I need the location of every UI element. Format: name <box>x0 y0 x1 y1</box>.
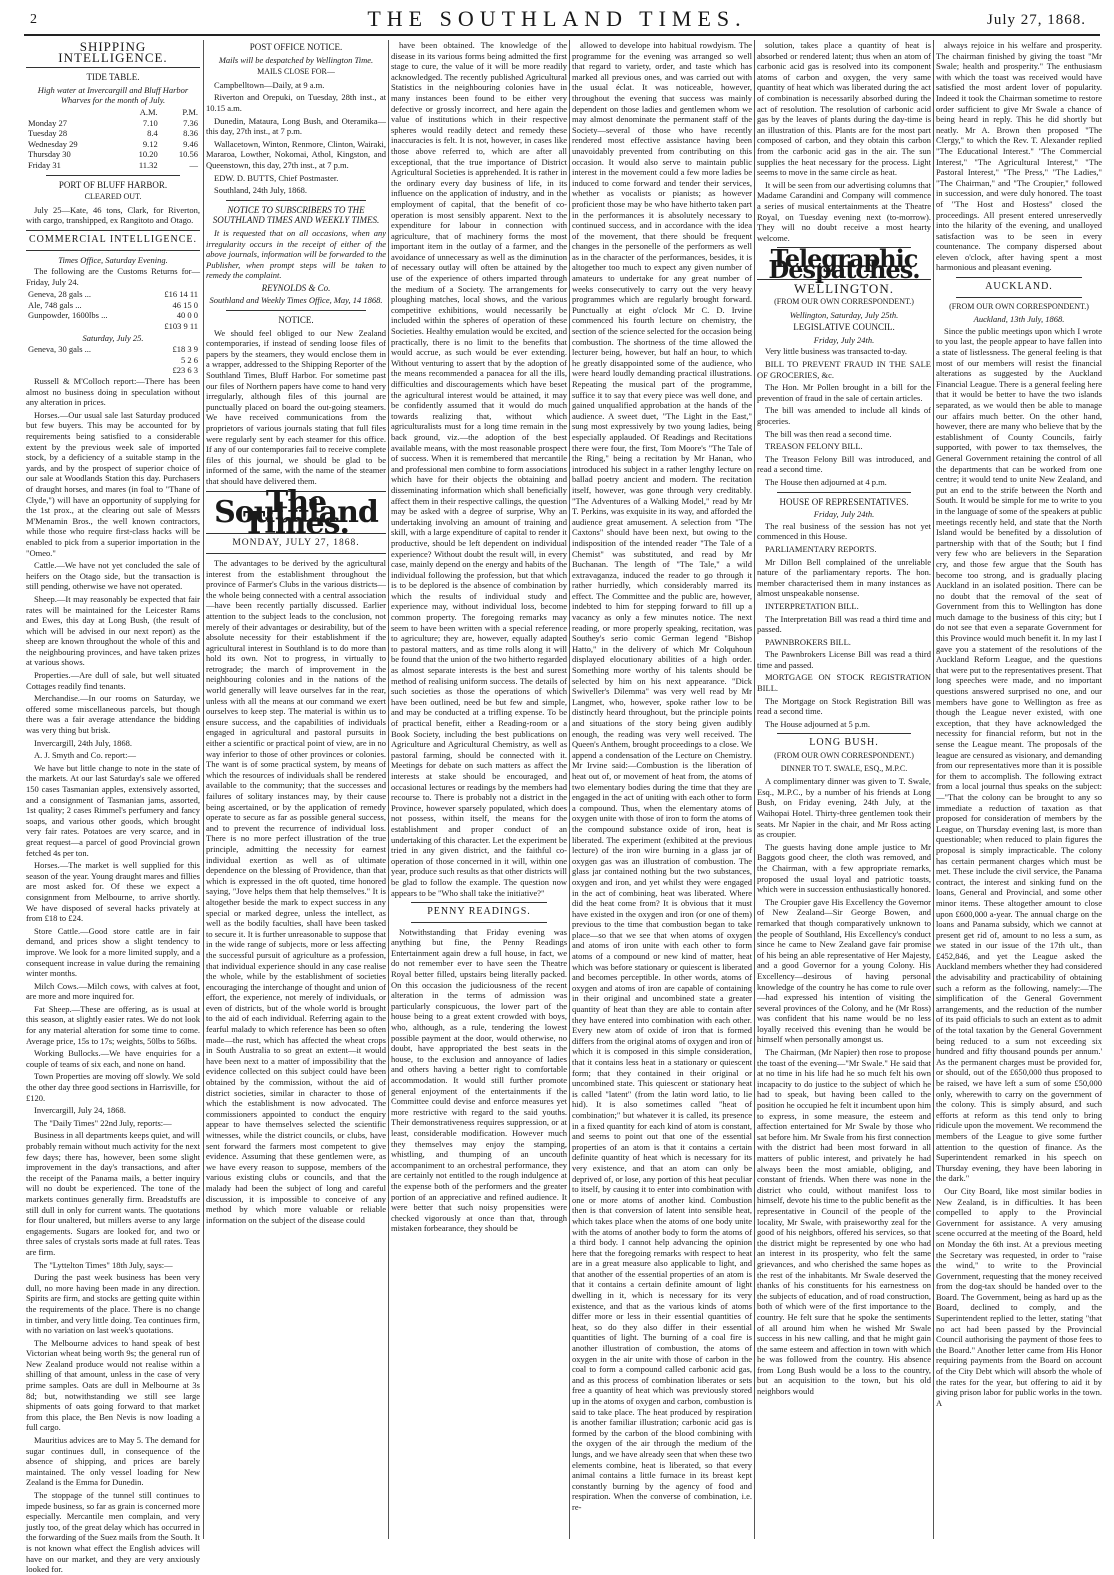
paragraph: The Interpretation Bill was read a third time and passed. <box>757 613 931 635</box>
paragraph: TREASON FELONY BILL. <box>765 441 863 452</box>
divider <box>26 250 200 251</box>
table-cell: Geneva, 30 gals ... <box>28 344 92 355</box>
paragraph: PAWNBROKERS BILL. <box>765 636 851 647</box>
table-row <box>26 139 200 150</box>
long-bush-heading: LONG BUSH. <box>809 737 879 749</box>
paragraph: Riverton and Orepuki, on Tuesday, 28th inst., at 10.15 a.m. <box>206 92 386 113</box>
paragraph: Dunedin, Mataura, Long Bush, and Oteramika—this day, 27th inst., at 7 p.m. <box>206 115 386 137</box>
house-heading: HOUSE OF REPRESENTATIVES. <box>779 496 909 507</box>
divider <box>777 733 911 734</box>
paragraph: always rejoice in his welfare and prosperity. The chairman finished by giving the toast "Mr Swale; health and prosperity." The enthusiasm with which the toast was received would have satisfied the most ardent lover of popularity. Indeed it took the Chairman sometime to restore order sufficient to give Mr Swale a chance of being heard in reply. This he did shortly but neatly. Mr A. Brown then proposed "The Clergy," to which the Rev. T. Alexander replied "The Educational Interest." "The Commercial Interest," "The Agricultural Interest," "The Pastoral Interest," "The Press," "The Ladies," "The Chairman," and "The Croupier," followed in succession, and were duly honored. The toast of "The Host and Hostess" closed the proceedings. All present entered unreservedly into the hilarity of the evening, and unalloyed satisfaction was to be seen in every countenance. The company dispersed about eleven o'clock, after having spent a most harmonious and pleasant evening. <box>936 40 1102 273</box>
divider <box>26 230 200 231</box>
table-row <box>26 344 200 355</box>
table-cell: 10.56 <box>178 149 198 160</box>
table-row <box>26 355 200 366</box>
table-row <box>26 310 200 321</box>
masthead <box>8 6 1106 32</box>
column-4 <box>572 40 752 1539</box>
newspaper-nameplate: The Southland Times. <box>214 484 378 541</box>
table-cell: Tuesday 28 <box>28 128 68 139</box>
table-cell <box>26 365 147 376</box>
divider <box>411 922 547 923</box>
paragraph: Wallacetown, Winton, Renmore, Clinton, Wairaki, Mararoa, Lowther, Nokomai, Athol, Kingston, and Queenstown, this day, 27th inst., at 7 p.m. <box>206 138 386 170</box>
table-cell: 9.46 <box>183 138 198 149</box>
table-cell: 7.10 <box>142 117 158 128</box>
table-cell: £103 9 11 <box>164 321 198 332</box>
table-cell <box>26 355 147 366</box>
table-cell: A.M. <box>139 106 158 117</box>
column-divider <box>388 40 389 1539</box>
paragraph: The House adjourned at 5 p.m. <box>765 718 871 729</box>
column-6 <box>936 40 1102 1539</box>
divider <box>777 492 911 493</box>
port-heading: PORT OF BLUFF HARBOR. <box>58 179 168 190</box>
customs-intro: The following are the Customs Returns for—Friday, July 24. <box>26 266 200 287</box>
column-3 <box>391 40 567 1539</box>
paragraph: Business in all departments keeps quiet, and will probably remain without much activity for the next few days; there has, however, been some slight improvement in the day's transactions, and after the receipt of the Panama mails, a better inquiry will no doubt be experienced. The tone of the markets continues generally firm. Breadstuffs are still dull in only for current wants. The quotations for flour unaltered, but millers averse to any large engagements. Sugars are looked for, and two or three sales of crystals sorts made at full rates. Teas are firm. <box>26 1130 200 1257</box>
divider <box>956 277 1082 278</box>
penny-paragraphs <box>391 927 567 1234</box>
col2-paragraphs <box>206 558 386 1225</box>
paragraph: The Pawnbrokers License Bill was read a third time and passed. <box>757 649 931 670</box>
editorial-dateline: MONDAY, JULY 27, 1868. <box>232 538 360 549</box>
table-cell: 11.32 <box>138 159 158 170</box>
paragraph: The stoppage of the tunnel still continues to impede business, so far as grain is concerned more especially. Mercantile men complain, and very justly too, of the great delay which has occurred in the forwarding of the Suez mails from the South. It is not known what effect the English advices will have on our market, and they are very anxiously looked for. <box>26 1490 200 1575</box>
col4-paragraphs <box>572 40 752 1513</box>
paragraph: Store Cattle.—Good store cattle are in fair demand, and prices show a slight tendency to improve. We look for a more limited supply, and a consequent increase in value during the remaining winter months. <box>26 925 200 979</box>
saturday-line: Saturday, July 25. <box>82 332 144 343</box>
divider <box>26 67 200 68</box>
newspaper-title: THE SOUTHLAND TIMES. <box>367 6 747 31</box>
paragraph: Working Bullocks.—We have enquiries for a couple of teams of six each, and none on hand. <box>26 1048 200 1069</box>
table-cell: 5 2 6 <box>181 354 198 365</box>
divider <box>226 200 366 201</box>
table-cell: Gunpowder, 1600lbs ... <box>28 310 108 321</box>
col6-paragraphs <box>936 40 1102 273</box>
paragraph: Since the public meetings upon which I wrote to you last, the people appear to have fallen into a state of listlessness. The general feeling is that most of our members will resist the financial alterations as suggested by the Auckland Financial League. There is a general feeling here that it would be better to have the two islands separated, as we would then be able to manage our affairs much better. On the other hand, however, there are many who believe that by the establishment of County Councils, fairly supported, with power to tax themselves, the General Government retaining the control of all the departments that can be worked from one centre; it would tend to unite New Zealand, and put an end to the strife between the North and South. It would be simple for me to write to you in the language of some of the speakers at public meetings recently held, and state that the North Island would be benefited by a dissolution of partnership with that of the South; but I find very few who are believers in the Separation cry, and those few argue that the South has become too strong, and is gradually placing Auckland in an isolated position. There can be no doubt that the removal of the seat of Government from this to Wellington has done much damage to the business of this city; but I do not see that even a separate Government for this Province would much benefit it. In my last I gave you a statement of the resolutions of the Auckland Reform League, and the questions that were put to the representatives present. That long speeches were made, and no important questions answered surprised no one, and our members have gone to Wellington as free as though the League never existed, with one exception, that they have acknowledged the necessity for financial reform, but not in the sense the League meant. The proposals of the league are censured as visionary, and demanding from our representatives more than it is possible for them to accomplish. The following extract from a local journal thus speaks on the subject:—"That the colony can be brought to any so immediate a reduction of taxation as that proposed for consideration of members by the League, on Thursday evening last, is more than questionable; when reduced to plain figures the proposal is simply impracticable. The colony has certain permanent charges which must be met. These include the civil service, the Panama contract, the interest and sinking fund on the loans, General and Provincial, and some other minor items. These altogether amount to close upon £600,000 a-year. The annual charge on the loans and Panama subsidy, which we cannot at present get rid of, amount to no less a sum, as we stated in our issue of the 17th ult., than £452,846, and yet the League asked the Auckland members whether they had considered the advisability and practicability of obtaining such a reform as the following, namely:—The simplification of the General Government arrangements, and the reduction of the number of its paid officials to such an extent as to admit of the total taxation by the General Government being reduced to a sum not exceeding six hundred and fifty thousand pounds per annum.' As the permanent charges must be provided for, or should, out of the £650,000 thus proposed to be raised, we have left a sum of some £50,000 only, wherewith to carry on the government of the colony. This is simply absurd, and such efforts at reform as this tend only to bring ridicule upon the movement. We recommend the members of the League to give some further attention to the question of finance. As the Superintendent remarked in his speech on Thursday evening, they have been laboring in the dark." <box>936 325 1102 1184</box>
cleared-text: July 25—Kate, 46 tons, Clark, for Riverton, with cargo, transhipped, ex Rangitoto and Otago. <box>26 204 200 226</box>
table-cell: £16 14 11 <box>164 289 198 300</box>
house-date: Friday, July 24th. <box>813 509 875 520</box>
table-cell <box>26 107 119 118</box>
table-row <box>26 365 200 376</box>
divider <box>226 310 366 311</box>
paragraph: The "Lyttelton Times" 18th July, says:— <box>34 1259 173 1270</box>
paragraph: The advantages to be derived by the agricultural interest from the establishment throughout the province of Farmer's Clubs in the various districts—the whole being connected with a central association—have been recently partially discussed. Earlier attention to the subject leads to the conclusion, not merely of their advantages or desirability, but of the absolute necessity for their establishment if the agricultural interest in Southland is to do more than hold its own. Not to progress, in virtually to retrograde; the march of improvement in the neighbouring colonies and in the nations of the world generally will leave ourselves far in the rear, unless with all the means at our command we exert ourselves to keep step. The material is within us to ensure success, and the capabilities of individuals engaged in agricultural and pastoral pursuits in either a scientific or practical point of view, are in no way inferior to those of other provinces or colonies. The want is of some practical system, by means of which the resources of individuals shall be rendered available to the community; that the successes and failures of solitary instances may, by their cause being ascertained, or by the application of remedy operate to secure as far as possible general success, and to prevent the recurrence of individual loss. There is no more perfect illustration of the true principle, admitting the necessity for earnest individual exertion as well as of ultimate dependence on the blessing of Providence, than that which is expressed in the oft quoted, time honored saying, "Jove helps them that help themselves." It is altogether beside the mark to expect success in any special or marked degree, unless the intellect, as well as the bodily faculties, shall have been tasked to secure it. It is further unreasonable to suppose that in the wide range of subjects, more or less affecting the successful pursuit of agriculture as a profession, that individual experience should in any case realise the whole, while by the establishment of societies encouraging the interchange of thought and union of effort, the experience, not merely of individuals, or even of districts, but of the whole world is brought to the aid of each individual. Referring again to the fearful malady to which reference has been so often made—the rust, which has affected the wheat crops in South Australia to so great an extent—it would have been next to a matter of impossibility that the evidence collected on this subject could have been obtained by the commission, without the aid of district societies, similar in character to those of which the establishment is now advocated. The commissioners appointed to conduct the enquiry appear to have themselves selected the scientific witnesses, while the district councils, or clubs, have sent forward the farmers most competent to give evidence. Assuming that these gentlemen were, as we have every reason to suppose, members of the various existing clubs or councils, and that the malady had been the subject of long and careful discussion, it is impossible to conceive of any method by which more valuable or reliable information on the subject of the disease could <box>206 557 386 1225</box>
paragraph: Invercargill, July 24, 1868. <box>34 1105 126 1116</box>
column-1 <box>26 39 200 1575</box>
wellington-date: Wellington, Saturday, July 25th. <box>789 309 899 320</box>
notice-text: It is requested that on all occasions, when any irregularity occurs in the receipt of either of the above journals, information will be forwarded to the Publisher, when prompt steps will be taken to remedy the complaint. <box>206 227 386 281</box>
table-row <box>26 107 200 118</box>
notice-signature: REYNOLDS & Co. <box>261 282 331 293</box>
paragraph: EDW. D. BUTTS, Chief Postmaster. <box>214 172 339 183</box>
long-bush-sub: DINNER TO T. SWALE, ESQ., M.P.C. <box>780 763 908 773</box>
table-cell: Monday 27 <box>28 117 67 128</box>
table-cell: 7.36 <box>183 117 198 128</box>
table-cell: 8.36 <box>183 128 198 139</box>
table-row <box>26 160 200 171</box>
mails-close: MAILS CLOSE FOR— <box>257 67 335 77</box>
long-bush-paragraphs <box>757 776 931 1396</box>
masthead-rule <box>24 34 1100 36</box>
house-paragraphs <box>757 521 931 730</box>
paragraph: We have but little change to note in the state of the markets. At our last Saturday's sale we offered 150 cases Tasmanian apples, extensively assorted, and a consignment of Tasmanian jams, assorted, 1st quality; 2 cases Rimmel's perfumery and fancy soaps, and various other goods, which brought very fair rates. Potatoes are very scarce, and in great request—a parcel of good Provincial grown fetched 4s per ton. <box>26 762 200 858</box>
wellington-correspondent: (FROM OUR OWN CORRESPONDENT.) <box>774 297 914 307</box>
penny-readings-heading: PENNY READINGS. <box>427 906 531 918</box>
table-row <box>26 300 200 311</box>
paragraph: The bill was amended to include all kinds of groceries. <box>757 405 931 426</box>
post-office-heading: POST OFFICE NOTICE. <box>249 42 343 52</box>
table-cell: £18 3 9 <box>172 344 198 355</box>
table-cell: Friday 31 <box>28 159 61 170</box>
cleared-heading: CLEARED OUT. <box>84 192 142 202</box>
paragraph: Southland, 24th July, 1868. <box>214 185 307 196</box>
paragraph: During the past week business has been very dull, no more having been made in any direction. Spirits are firm, and stocks are getting quite within the requirements of the place. There is no change in timber, and very little doing. Tea continues firm, with no variation on last week's quotations. <box>26 1272 200 1336</box>
paragraph: A complimentary dinner was given to T. Swale, Esq., M.P.C., by a number of his friends at Long Bush, on Friday evening, 24th July, at the Waihopai Hotel. Thirty-three gentlemen took their seats. Mr Napier in the chair, and Mr Ross acting as croupier. <box>757 776 931 840</box>
notice-heading: NOTICE TO SUBSCRIBERS TO THE SOUTHLAND TIMES AND WEEKLY TIMES. <box>212 204 380 226</box>
table-cell: Thursday 30 <box>28 149 71 160</box>
auckland-heading: AUCKLAND. <box>985 281 1053 293</box>
column-2 <box>206 40 386 1539</box>
table-cell: 9.12 <box>142 138 158 149</box>
divider <box>411 902 547 903</box>
paragraph: Merchandise.—In our rooms on Saturday, we offered some miscellaneous parcels, but though there was a fair average attendance the bidding was very thing but brisk. <box>26 693 200 736</box>
paragraph: Horses.—Our usual sale last Saturday produced but few buyers. This may be accounted for by requirements being satisfied to a considerable extent by the previous week sale of imported stock, by a deficiency of a suitable stamp in the yards, and by the prospect of superior choice of our sale at Woodlands Station this day. Purchasers of draught horses, and mares (in foal to "Thane of Clyde,") will have an opportunity of supplying for the 1st prox., at the clearing out sale of Messrs M'Menamin Bros., the well known contractors, while those who require first-class hacks will be enabled to pick from a superior importation in the "Omeo." <box>26 409 200 558</box>
table-cell: — <box>189 159 198 170</box>
post-office-sub: Mails will be despatched by Wellington Time. <box>218 54 374 65</box>
paragraph: The bill was then read a second time. <box>765 428 892 439</box>
col3-paragraphs <box>391 40 567 898</box>
paragraph: It will be seen from our advertising columns that Madame Carandini and Company will commence a series of musical entertainments at the Theatre Royal, on Tuesday evening next (to-morrow). They will no doubt receive a most hearty welcome. <box>757 179 931 243</box>
paragraph: Russell & M'Colloch report:—There has been almost no business doing in speculation without any alteration in prices. <box>26 376 200 408</box>
column-5 <box>757 40 931 1539</box>
notice-office: Southland and Weekly Times Office, May, 14 1868. <box>209 295 383 306</box>
divider <box>206 553 386 554</box>
paragraph: The Chairman, (Mr Napier) then rose to propose the toast of the evening—"Mr Swale." He said that at no time in his life had he so much felt his own incapacity to do justice to the subject of which he had to speak, but having been called to the position he occupied he felt it incumbent upon him to express, in some measure, the esteem and affection entertained for Mr Swale by those who sat before him. Mr Swale from his first connection with the district had been most forward in all matters of public interest, and privately he had always been the most amiable, obliging, and constant of friends. When there was none in the district who could, without manifest loss to himself, devote his time to the public benefit as the representative in Council of the people of the locality, Mr Swale, with praiseworthy zeal for the good of his neighbors, offered his services, so that the district might be represented by one who had an interest in its prosperity, who felt the same grievances, and who cherished the same hopes as the rest of the inhabitants. Mr Swale deserved the thanks of his constituents for his earnestness on the subjects of education, and of road construction, both of which were of the first importance to the country. He felt sure that he spoke the sentiments of all around him when he wished Mr Swale success in his new calling, and that he might gain the same esteem and affection in town with which he was followed from the country. His absence from Long Bush would be a loss to the country, but an acquisition to the town, but his old neighbors would <box>757 1047 931 1397</box>
paragraph: The real business of the session has not yet commenced in this House. <box>757 520 931 542</box>
paragraph: The "Daily Times" 22nd July, reports:— <box>34 1117 172 1128</box>
paragraph: The Croupier gave His Excellency the Governor of New Zealand—Sir George Bowen, and remarked that though comparatively unknown to the people of Southland, His Excellency's conduct since he came to New Zealand gave fair promise of his being an able representative of Her Majesty, and a good Governor for a young Colony. His Excellency—desirous of having personal knowledge of the country he has come to rule over—had expressed his intention of visiting the several provinces of the Colony, and he (Mr Ross) was confident that his name would be no less loyally received this evening than he would be himself when personally amongst us. <box>757 896 931 1045</box>
table-cell <box>26 321 146 332</box>
column-divider <box>569 40 570 1539</box>
long-bush-correspondent: (FROM OUR OWN CORRESPONDENT.) <box>774 751 914 761</box>
col5-paragraphs <box>757 40 931 243</box>
table-row <box>26 128 200 139</box>
shipping-heading: SHIPPING INTELLIGENCE. <box>58 39 168 65</box>
paragraph: Fat Sheep.—These are offering, as is usual at this season, at slightly easier rates. We do not look for any material alteration for some time to come. Average price, 15s to 17s; weights, 50lbs to 56lbs. <box>26 1003 200 1046</box>
paragraph: Mauritius advices are to May 5. The demand for sugar continues dull, in consequence of the absence of shipping, and prices are barely maintained. The only vessel loading for New Zealand is the Emma for Dunedin. <box>26 1435 200 1488</box>
paragraph: Mr Dillon Bell complained of the unreliable nature of the parliamentary reports. The hon. member characterised them in many instances as almost unspeakable nonsense. <box>757 556 931 599</box>
wellington-heading: WELLINGTON. <box>794 281 894 297</box>
council-heading: LEGISLATIVE COUNCIL. <box>793 322 895 333</box>
paragraph: Our City Board, like most similar bodies in New Zealand, is in difficulties. It has been compelled to apply to the Provincial Government for assistance. A very amusing scene occurred at the meeting of the Board, held on Monday the 6th inst. At a previous meeting the Secretary was requested, in order to "raise the wind," to write to the Provincial Government, requesting that the money received from the dog-tax should be handed over to the Board. The Government, being as hard up as the Board, declined to comply, and the Superintendent replied to the letter, stating "that no act had been passed by the Provincial Council authorising the payment of those fees to the Board." Another letter came from His Honor requiring payments from the Board on account of the City Debt which will absorb the whole of the rates for the year, but offering to aid it by giving prison labor for public works in the town. A <box>936 1185 1102 1408</box>
page-number: 2 <box>30 12 37 27</box>
post-paragraphs <box>206 80 386 196</box>
auckland-correspondent: (FROM OUR OWN CORRESPONDENT.) <box>949 301 1089 311</box>
auckland-date: Auckland, 13th July, 1868. <box>973 314 1065 325</box>
paragraph: Very little business was transacted to-day. <box>765 346 908 357</box>
paragraph: Town Properties are moving off slowly. We sold the other day three good sections in Harrisville, for £120. <box>26 1071 200 1103</box>
notice2-heading: NOTICE. <box>278 315 314 326</box>
commercial-heading: COMMERCIAL INTELLIGENCE. <box>28 233 198 245</box>
tide-title: TIDE TABLE. <box>86 72 140 83</box>
paragraph: The Treason Felony Bill was introduced, and read a second time. <box>757 453 931 475</box>
paragraph: Cattle.—We have not yet concluded the sale of heifers on the Otago side, but the transaction is still pending, otherwise we have not operated. <box>26 560 200 592</box>
saturday-table <box>26 344 200 376</box>
paragraph: Properties.—Are dull of sale, but well situated Cottages readily find tenants. <box>26 670 200 691</box>
table-cell: 10.20 <box>138 149 158 160</box>
paragraph: have been obtained. The knowledge of the disease in its various forms being admitted the first stage to cure, the value of it will be more readily acknowledged. The recently published Agricultural Statistics in the neighbouring colonies have in many instances been found to be either very defective or grossly incorrect, and here again the value of institutions which in their respective spheres would readily detect and remedy these inaccuracies is felt. It is not, however, in cases like those above referred to, which are after all exceptional, that the true importance of District Agricultural Societies is apprehended. It is rather in the ordinary every day business of life, in its influence on the application of industry, and in the employment of capital, that the benefit of co-operation is most sensibly apparent. Next to the expenditure for labour in connection with agriculture, that of machinery forms the most important item in the outlay of a farmer, and the avoidance of unnecessary as well as the diminution of necessary outlay will often be attained by the use of the experience of others imparted through the medium of a Society. The arrangements for ploughing matches, local shows, and the various competitive exhibitions, would necessarily be included within the spheres of operation of these Societies. Healthy emulation would be excited, and practically, there is no limit to the benefits that would accrue, as such would be ever extending. Without venturing to assert that by the adoption of the means recommended a panacea for all the ills, difficulties and discouragements which have beset the agricultural interest would be attained, it may be confidently assumed that it would do much towards realizing that, without which agriculturalists must for a long time remain in the back ground, viz.—the adoption of the best available means, with the most reasonable prospect of success. When it is remembered that mercantile and professional men combine to form associations which have for their objects the obtaining and disseminating information which shall beneficially affect them in their respective callings, the question may be asked with a degree of surprise, Why an undertaking involving an amount of training and skill, with a large expenditure of capital to render it productive, should be left dependent on individual experience? Without doubt the result will, in every case, mainly depend on the energy and habits of the individual following the profession, but that which is to be deplored is the absence of combination by which the results of individual study and experience may, without individual loss, become common property. The foregoing remarks may seem to have been written with a special reference to agriculture; they are, however, equally adapted to pastoral matters, and as time rolls along it will be found that the union of the two hitherto regarded as almost separate interests is the best and surest method of realising uniform success. The details of such societies as those the operations of which have been outlined, need be but few and simple, and may be conducted at a trifling expense. To be of practical benefit, either a Reading-room or a Book Society, including the best publications on Agriculture and Agricultural Chemistry, as well as pastoral farming, should be connected with it. Meetings for debate on such matters as affect the interests at stake should be encouraged, and occasional lectures or readings by the members had recourse to. There is probably not a district in the Province, however sparsely populated, which does not possess, within itself, the means for the establishment and proper conduct of an undertaking of this character. Let the experiment be tried in any given district, and the faithful co-operation of those concerned in it will, within one year, produce such results as that other districts will be glad to follow the example. The question now appears to be "Who shall take the initiative?" <box>391 40 567 898</box>
notice2-text: We should feel obliged to our New Zealand contemporaries, if instead of sending loose files of papers by the steamers, they would enclose them in a wrapper, addressed to the Shipping Reporter of the Southland Times, Bluff Harbor. For sometime past our files of Northern papers have come to hand very irregularly, although files of this journal are punctually placed on board the out-going steamers. We have received communications from the proprietors of various journals stating that full files were regularly sent by each steamer for this office. If any of our contemporaries fail to receive complete files of this journal, we should be glad to be informed of the same, with the name of the steamer that should have delivered them. <box>206 327 386 486</box>
paragraph: Invercargill, 24th July, 1868. <box>34 737 132 748</box>
paragraph: Milch Cows.—Milch cows, with calves at foot, are more and more inquired for. <box>26 980 200 1002</box>
office-line: Times Office, Saturday Evening. <box>58 254 168 265</box>
column-divider <box>754 40 755 1539</box>
col1-paragraphs <box>26 376 200 1575</box>
table-cell: Ale, 748 gals ... <box>28 299 82 310</box>
paragraph: BILL TO PREVENT FRAUD IN THE SALE OF GROCERIES, &c. <box>757 359 931 380</box>
table-cell: 8.4 <box>147 128 158 139</box>
divider <box>46 175 180 176</box>
table-row <box>26 289 200 300</box>
paragraph: allowed to develope into habitual rowdyism. The programme for the evening was arranged so well that regard to variety, order, and taste which has marked all previous ones, and was carried out with the usual éclat. It was noticeable, however, throughout the evening that success was mainly dependent on those ladies and gentlemen whom we may almost denominate the permanent staff of the Society—several of those who have recently rendered most effective assistance having been unavoidably prevented from contributing on this occasion. It would also serve to maintain public interest in the movement could a few more ladies be induced to come forward and tender their services, whether as vocalists or pianists; as however proficient those may be who have hitherto taken part in the performances it is absolutely necessary to continued success, and in accordance with the idea of the movement, that there should be frequent changes in the personelle of the performers as well as in the character of the performances, besides, it is altogether too much to expect any given number of amateurs to undertake for any great number of weeks consecutively to carry out the very heavy programmes which are regularly brought forward. Punctually at eight o'clock Mr C. D. Irvine commenced his fourth lecture on chemistry, the section of the science selected for the occasion being combustion. The shortness of the time allowed the lecturer being, however, but half an hour, to which he greatly disappointed some of the audience, who were heard loudly demanding practical illustrations. Repeating the musical part of the programme, suffice it to say that every piece was well done, and gained unqualified approbation at the hands of the audience. A sweet duet, "The Light in the East," sung most expressively by two young ladies, being especially applauded. Of Readings and Recitations there were four, the first, Tom Moore's "The Tale of the Ring," being a recitation by Mr Hanan, who introduced his subject in a rather lengthy lecture on ballad poetry ancient and modern. The recitation itself, however, was gone through very creditably. "The Adventures of a Walking Model," read by Mr T. Perkins, was exquisite in its way, and afforded the audience great amusement. A selection from "The Caxtons" should have been next, but owing to the indisposition of the intended reader "The Tale of a Chemist" was substituted, and read by Mr Buchanan. The length of "The Tale," a wild extravaganza, induced the reader to go through it rather hurriedly, which considerably marred its effect. The Committee and the public are, however, indebted to him for stepping forward to fill up a vacancy as only a few minutes notice. The next reading, or more properly speaking, recitation, was Southey's serio comic German legend "Bishop Hatto," in the delivery of which Mr Colquhoun displayed elocutionary abilities of a high order. Something more worthy of his talents should be selected by him on his next appearance. "Dick Swiveller's Dilemma" was very well read by Mr Langmet, who, however, spoke rather low to be distinctly heard throughout, but the principle points and situations of the story being given audibly enough, the reading was very well received. The Queen's Anthem, brought proceedings to a close. We append a condensation of the Lecture on Chemistry. Mr Irvine said:—Combustion is the liberation of heat out of, or movement of heat from, the atoms of two elementary bodies during the time that they are engaged in the act of uniting with each other to form a compound. Thus, when the elementary atoms of oxygen unite with those of iron to form the atoms of the compound substance oxide of iron, heat is liberated. The experiment (exhibited at the previous lecture) of the iron wire burning in a glass jar of oxygen gas was an illustration of combustion. The glass jar contained nothing but the two substances, oxygen and iron, and yet whilst they were engaged in the act of combining, heat was liberated. Where did the heat come from? It is obvious that it must have existed in the oxygen and iron (or one of them) previous to the time that combustion began to take place—so that we see that when atoms of oxygen and atoms of iron unite with each other to form atoms of a compound or new kind of matter, heat which was before stationary or quiescent is liberated and becomes perceptible. In other words, atoms of oxygen and atoms of iron are capable of containing in their original and uncombined state a greater quantity of heat than they are able to contain after they have entered into combination with each other. Every new atom of oxide of iron that is formed differs from the original atoms of oxygen and iron of which it is composed in this simple consideration, that it contains less heat in a stationary or quiescent form; that they contained in their original or uncombined state. This quiescent or stationary heat is called "latent" (from the latin word latio, to lie hid). It is also sometimes called "heat of combination;" but whatever it is called, its presence in a fixed quantity for each kind of atom is constant, and seems to point out that one of the essential properties of an atom is that it contains a certain definite quantity of heat which is necessary for its very existence, and that an atom can only be deprived of, or lose, any portion of this heat peculiar to itself, by causing it to enter into combination with one or more atoms of another kind. Combustion then is that conversion of latent into sensible heat, which takes place when the atoms of one body unite with the atoms of another body to form the atoms of a third body. I cannot help advancing the opinion here that the foregoing remarks with respect to heat are in a great measure also applicable to light, and that another of the essential properties of an atom is that it contains a certain definite amount of light dwelling in it, which is necessary for its very existence, and that as the various kinds of atoms differ more or less in their essential quantities of heat, so do they also differ in their essential quantities of light. The burning of a coal fire is another illustration of combustion, the atoms of oxygen in the air unite with those of carbon in the coal to form a compound called carbonic acid gas, and as this process of combination liberates or sets free a quantity of heat which was previously stored up in the atoms of oxygen and carbon, combustion is said to take place. The heat produced by respiration is another familiar illustration; carbonic acid gas is formed by the carbon of the blood combining with the oxygen of the air through the medium of the lungs, and we have already seen that when these two elements combine, heat is liberated, so that every animal contains a little furnace in its breast kept constantly burning by the agency of food and respiration. When the converse of combination, i.e. re- <box>572 40 752 1512</box>
paragraph: The Melbourne advices to hand speak of best Victorian wheat being worth 9s; the general run of New Zealand produce would not realise within a shilling of that amount, unless in the case of very prime samples. Oats are dull in Melbourne at 3s 8d; but, notwithstanding we still see large shipments of oats going forward to that market from this place, the Ben Nevis is now loading a full cargo. <box>26 1337 200 1433</box>
council-date: Friday, July 24th. <box>813 334 875 345</box>
column-divider <box>203 40 204 1539</box>
table-row <box>26 149 200 160</box>
table-cell: Geneva, 28 gals ... <box>28 289 92 300</box>
council-paragraphs <box>757 346 931 487</box>
paragraph: The Hon. Mr Pollen brought in a bill for the prevention of fraud in the sale of certain articles. <box>757 382 931 403</box>
paragraph: A. J. Smyth and Co. report:— <box>34 750 136 761</box>
paragraph: Horses.—The market is well supplied for this season of the year. Young draught mares and fillies are most asked for. Of these we expect a consignment from Melbourne, to arrive shortly. We have disposed of several hacks privately at from £18 to £24. <box>26 860 200 924</box>
paragraph: The House then adjourned at 4 p.m. <box>765 476 887 487</box>
paragraph: Notwithstanding that Friday evening was anything but fine, the Penny Readings Entertainment again drew a full house, in fact, we do not remember ever to have seen the Theatre Royal better filled, upstairs being literally packed. On this occasion the judiciousness of the recent alteration in the terms of admission was particularly conspicuous, the lower part of the house being to a great extent crowded with boys, who, although, as a rule, tendering the lowest possible payment at the door, would otherwise, no doubt, have appropriated the best seats in the house, to the exclusion and annoyance of ladies and others having a better right to comfortable accommodation. It would still further promote general enjoyment of the entertainments if the Committee could devise and enforce measures yet more restrictive with regard to the said youths. Their demonstrativeness requires suppression, or at least, considerable modification. However much they themselves may enjoy the stamping, whistling, and thumping of an uncouth accompaniment to an orchestral performance, they are certainly not entitled to the rough indulgence at the expense both of the performers and the greater portion of an appreciative and refined audience. It were better that such noisy propensities were checked vigorously at once than that, through mistaken forbearance, they should be <box>391 926 567 1234</box>
paragraph: INTERPRETATION BILL. <box>765 600 859 611</box>
tide-table <box>26 107 200 171</box>
issue-date: July 27, 1868. <box>986 12 1086 28</box>
customs-table <box>26 289 200 331</box>
table-cell: P.M. <box>182 106 198 117</box>
paragraph: PARLIAMENTARY REPORTS. <box>765 543 877 554</box>
paragraph: MORTGAGE ON STOCK REGISTRATION BILL. <box>757 672 931 694</box>
telegraphic-heading: Telegraphic Despatches. <box>768 244 920 284</box>
auckland-paragraphs <box>936 326 1102 1409</box>
table-row <box>26 321 200 332</box>
table-row <box>26 118 200 129</box>
divider <box>956 297 1082 298</box>
paragraph: Campbelltown—Daily, at 9 a.m. <box>214 79 325 90</box>
paragraph: Sheep.—It may reasonably be expected that fair rates will be maintained for the Leicester Rams and Ewes, this day at Long Bush, (the result of which will be advised in our next report) as the sheep are known throughout the whole of this and the neighbouring provinces, and have taken prizes at various shows. <box>26 593 200 668</box>
table-cell: £23 6 3 <box>172 365 198 376</box>
paragraph: solution, takes place a quantity of heat is absorbed or rendered latent; thus when an atom of carbonic acid gas is resolved into its component atoms of carbon and oxygen, the very same quantity of heat which was liberated during the act of combination is necessarily absorbed during the act of resolution. The resolution of carbonic acid gas by the leaves of plants during the day-time is an illustration of this. Plants are for the most part composed of carbon, and they obtain this carbon from the carbonic acid gas in the air. The sun supplies the heat necessary for the process. Light seems to move in the same circle as heat. <box>757 40 931 178</box>
table-cell: 46 15 0 <box>172 299 198 310</box>
paragraph: The Mortgage on Stock Registration Bill was read a second time. <box>757 695 931 717</box>
column-divider <box>933 40 934 1539</box>
paragraph: The guests having done ample justice to Mr Baggots good cheer, the cloth was removed, and the Chairman, with a few appropriate remarks, proposed the usual loyal and patriotic toasts, which were in succession enthusiastically honored. <box>757 841 931 895</box>
tide-subtitle: High water at Invercargill and Bluff Harbor Wharves for the month of July. <box>37 84 189 106</box>
table-cell: Wednesday 29 <box>28 138 78 149</box>
table-cell: 40 0 0 <box>176 310 198 321</box>
